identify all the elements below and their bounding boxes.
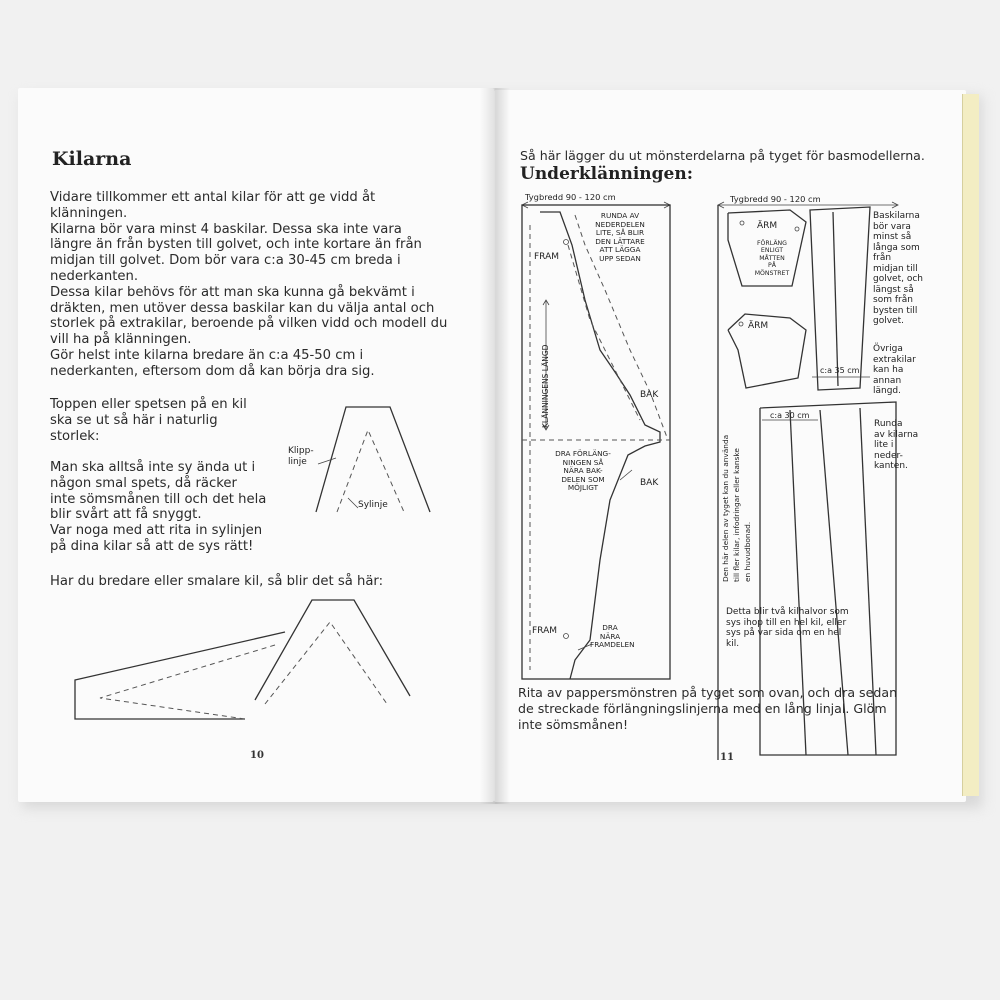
fabric-width-label-right: Tygbredd 90 - 120 cm <box>730 194 821 204</box>
round-gores-note: Runda av kilarna lite i neder- kanten. <box>874 419 919 471</box>
sleeve-bottom-label: ÄRM <box>748 321 769 331</box>
width-35-label: c:a 35 cm <box>820 366 860 375</box>
front-bottom-label: FRAM <box>532 626 557 636</box>
sleeve-top-label: ÄRM <box>757 221 778 231</box>
sew-line-label: Sylinje <box>358 500 388 510</box>
dress-length-label: KLÄNNINGENS LÄNGD <box>541 344 550 428</box>
cut-line-label: Klipp- linje <box>288 446 314 467</box>
round-bottom-note: RUNDA AV NEDERDELEN LITE, SÅ BLIR DEN LÄTTARE ATT LÄGGA UPP SEDAN <box>595 211 645 263</box>
pull-front-note: DRA NÄRA FRAMDELEN <box>590 623 635 649</box>
right-page-number: 11 <box>720 752 734 763</box>
back-bottom-label: BAK <box>640 478 659 488</box>
extra-fabric-note: Den här delen av tyget kan du använda till fler kilar, infodringar eller kanske en huvudbonad. <box>721 434 752 582</box>
base-gores-note: Baskilarna bör vara minst så långa som från midjan till golvet, och längst så som från bysten till golvet. <box>873 211 923 326</box>
left-page-intro: Vidare tillkommer ett antal kilar för att ge vidd åt klänningen. Kilarna bör vara minst 4 baskilar. Dessa ska inte vara längre än från bysten till golvet, och inte kortare än från midjan till golvet. Dom bör vara c:a 30-45 cm breda i nederkanten. Dessa kilar behövs för att man ska kunna gå bekvämt i dräkten, men utöver dessa baskilar kan du välja antal och storlek på extrakilar, beroende på vilken vidd och modell du vill ha på klänningen. Gör helst inte kilarna bredare än c:a 45-50 cm i nederkanten, eftersom dom då kan börja dra sig. <box>50 190 448 379</box>
right-page-heading: Underklänningen: <box>520 164 693 184</box>
gore-halves-note: Detta blir två kilhalvor som sys ihop till en hel kil, eller sys på var sida om en hel kil. <box>726 607 849 649</box>
underdress-layout-diagram <box>522 202 670 679</box>
gore-tip-text: Toppen eller spetsen på en kil ska se ut så här i naturlig storlek: <box>50 397 247 444</box>
extend-back-note: DRA FÖRLÄNG- NINGEN SÅ NÄRA BAK- DELEN SOM MÖJLIGT <box>555 449 611 492</box>
sleeve-extend-note: FÖRLÄNG ENLIGT MÅTTEN PÅ MÖNSTRET <box>754 240 790 277</box>
gore-warning-text: Man ska alltså inte sy ända ut i någon smal spets, då räcker inte sömsmånen till och det hela blir svårt att få snyggt. Var noga med att rita in sylinjen på dina kilar så att de sys rätt! <box>50 460 267 554</box>
extra-gores-note: Övriga extrakilar kan ha annan längd. <box>873 344 916 396</box>
width-30-label: c:a 30 cm <box>770 411 810 420</box>
fabric-width-label-left: Tygbredd 90 - 120 cm <box>525 192 616 202</box>
back-top-label: BAK <box>640 390 659 400</box>
left-page-heading: Kilarna <box>52 148 132 170</box>
right-page-outro: Rita av pappersmönstren på tyget som ovan, och dra sedan de streckade förlängningslinjerna med en lång linjal. Glöm inte sömsmånen! <box>518 685 898 732</box>
wider-gore-text: Har du bredare eller smalare kil, så blir det så här: <box>50 574 384 589</box>
front-top-label: FRAM <box>534 252 559 262</box>
left-page-number: 10 <box>250 750 264 761</box>
right-page-intro: Så här lägger du ut mönsterdelarna på tyget för basmodellerna. <box>520 148 925 163</box>
